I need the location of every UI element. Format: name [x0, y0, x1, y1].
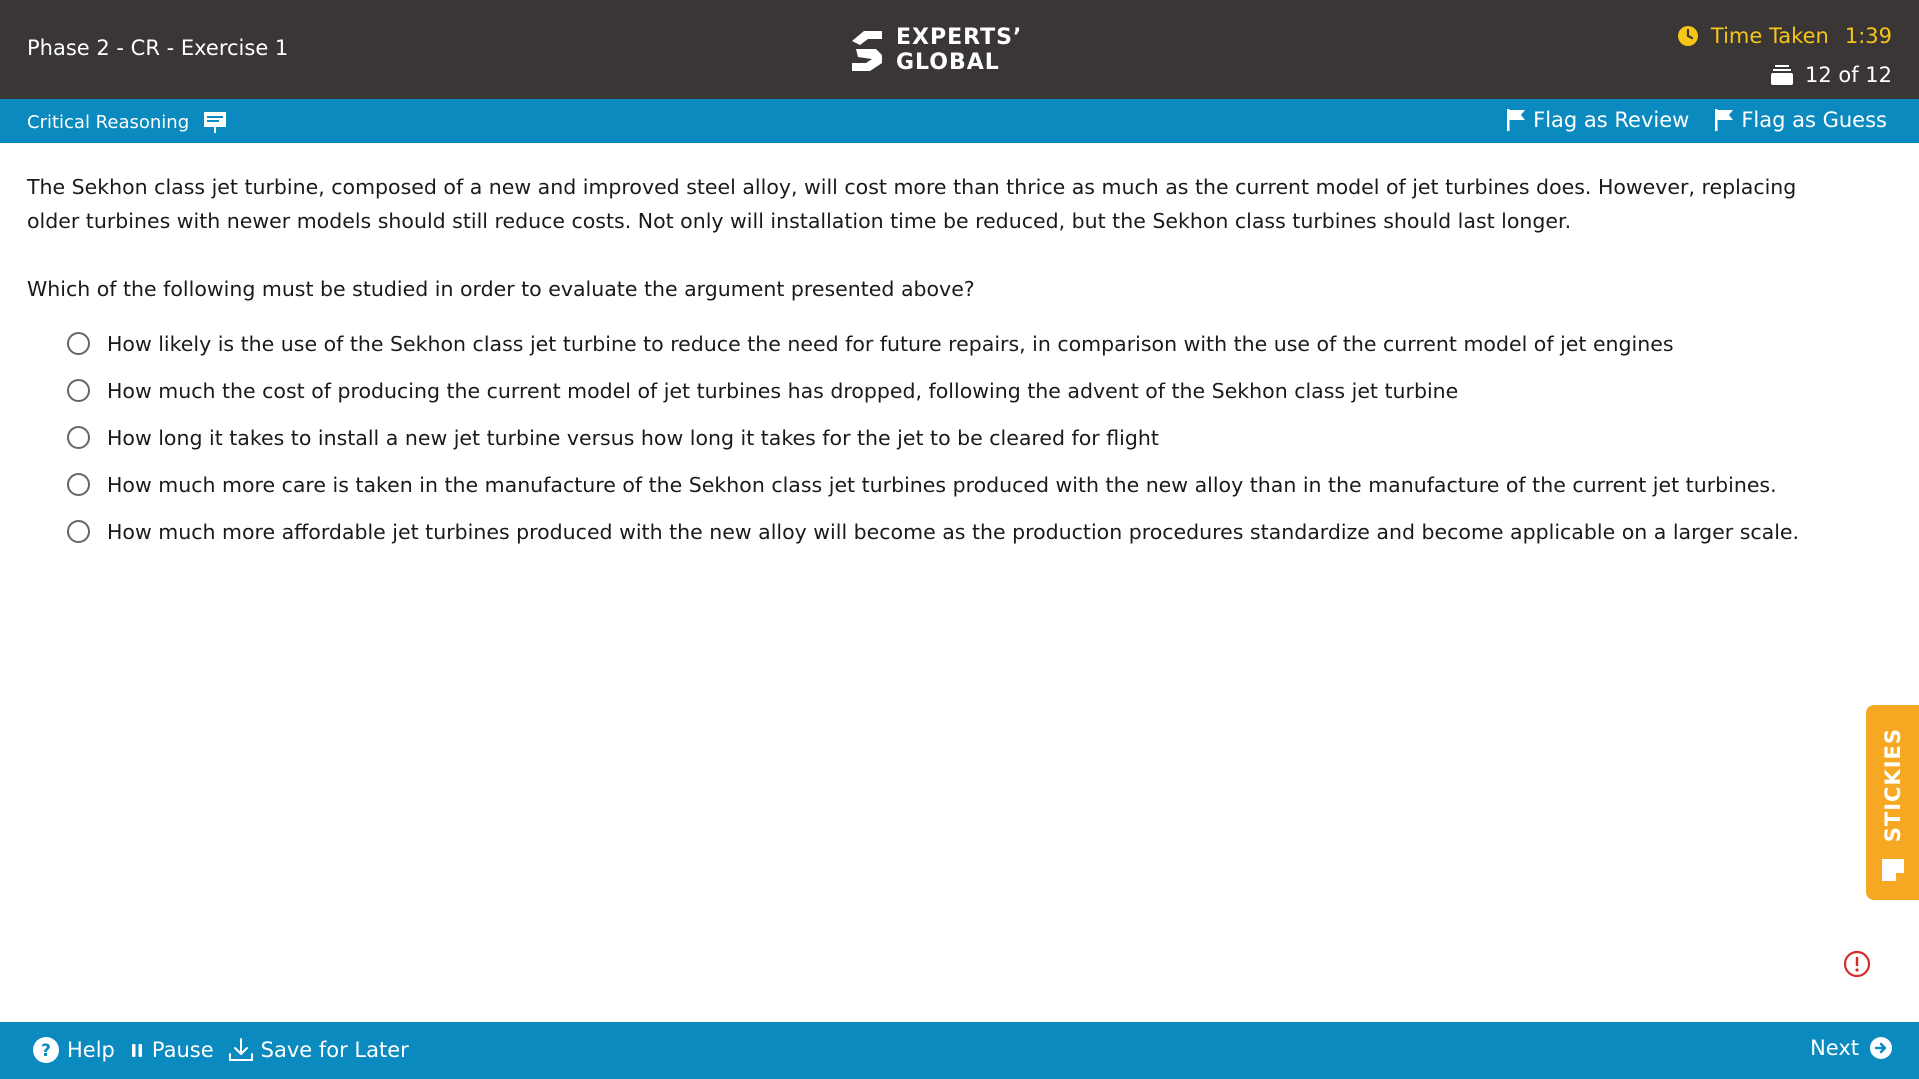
- answer-option-c[interactable]: [67, 414, 1847, 461]
- stack-icon: [1771, 65, 1793, 85]
- bottom-toolbar: [0, 1022, 1919, 1079]
- section-bar: [0, 99, 1919, 143]
- section-label: Critical Reasoning: [27, 111, 190, 133]
- flag-controls: [1507, 108, 1887, 132]
- help-label: Help: [67, 1038, 115, 1062]
- radio-button[interactable]: [67, 520, 90, 543]
- flag-guess-label: Flag as Guess: [1741, 108, 1887, 132]
- logo-line-1: EXPERTS’: [896, 25, 1023, 50]
- stickies-tab[interactable]: [1866, 705, 1919, 900]
- question-area: [27, 170, 1847, 555]
- question-stem: Which of the following must be studied in order to evaluate the argument presented above?: [27, 277, 975, 301]
- flag-review-label: Flag as Review: [1533, 108, 1690, 132]
- logo-line-2: GLOBAL: [896, 50, 1000, 75]
- answer-text: How much more affordable jet turbines produced with the new alloy will become as the production procedures standardize and become applicable on a larger scale.: [107, 519, 1800, 544]
- download-icon: [228, 1037, 254, 1063]
- alert-icon[interactable]: [1843, 950, 1871, 978]
- flag-icon: [1715, 109, 1733, 131]
- answer-text: How likely is the use of the Sekhon class jet turbine to reduce the need for future repairs, in comparison with the use of the current model of jet engines: [107, 331, 1674, 356]
- next-label: Next: [1810, 1036, 1859, 1060]
- flag-as-review-button[interactable]: [1507, 108, 1689, 132]
- help-icon: [32, 1036, 60, 1064]
- pause-label: Pause: [151, 1038, 214, 1062]
- answer-text: How long it takes to install a new jet turbine versus how long it takes for the jet to be cleared for flight: [107, 425, 1159, 450]
- timer-label: Time Taken: [1710, 24, 1829, 48]
- radio-button[interactable]: [67, 473, 90, 496]
- top-header: [0, 0, 1919, 99]
- logo-text: [896, 25, 1022, 75]
- stickies-label: STICKIES: [1880, 727, 1905, 842]
- flag-as-guess-button[interactable]: [1715, 108, 1887, 132]
- radio-button[interactable]: [67, 332, 90, 355]
- answer-option-e[interactable]: [67, 508, 1847, 555]
- answer-text: How much the cost of producing the current model of jet turbines has dropped, following the advent of the Sekhon class jet turbine: [107, 378, 1459, 403]
- radio-button[interactable]: [67, 426, 90, 449]
- save-label: Save for Later: [260, 1038, 409, 1062]
- answer-text: How much more care is taken in the manufacture of the Sekhon class jet turbines produced with the new alloy than in the manufacture of the current jet turbines.: [107, 472, 1777, 497]
- next-button[interactable]: [1810, 1036, 1893, 1060]
- timer-value: 1:39: [1844, 24, 1892, 48]
- presentation-icon[interactable]: [203, 110, 227, 134]
- radio-button[interactable]: [67, 379, 90, 402]
- section-name: [27, 110, 227, 134]
- timer: [1677, 24, 1892, 48]
- pause-button[interactable]: [129, 1038, 214, 1062]
- exercise-title: Phase 2 - CR - Exercise 1: [27, 36, 289, 60]
- answer-option-a[interactable]: [67, 320, 1847, 367]
- logo-mark-icon: [848, 27, 886, 73]
- save-for-later-button[interactable]: [228, 1037, 409, 1063]
- progress-text: 12 of 12: [1804, 63, 1892, 87]
- arrow-right-icon: [1869, 1036, 1893, 1060]
- answer-options: [67, 320, 1847, 555]
- answer-option-b[interactable]: [67, 367, 1847, 414]
- question-stimulus: The Sekhon class jet turbine, composed of a new and improved steel alloy, will cost more than thrice as much as the current model of jet turbines does. However, replacing older turbines with newer models should still reduce costs. Not only will installation time be reduced, but the Sekhon class turbines should last longer.: [27, 175, 1797, 233]
- sticky-note-icon: [1879, 856, 1907, 884]
- clock-icon: [1677, 25, 1699, 47]
- pause-icon: [129, 1041, 145, 1059]
- flag-icon: [1507, 109, 1525, 131]
- question-progress: [1771, 63, 1892, 87]
- answer-option-d[interactable]: [67, 461, 1847, 508]
- brand-logo: [848, 25, 1022, 75]
- bottom-left-controls: [32, 1036, 409, 1064]
- svg-text:?: ?: [41, 1041, 51, 1061]
- help-button[interactable]: [32, 1036, 115, 1064]
